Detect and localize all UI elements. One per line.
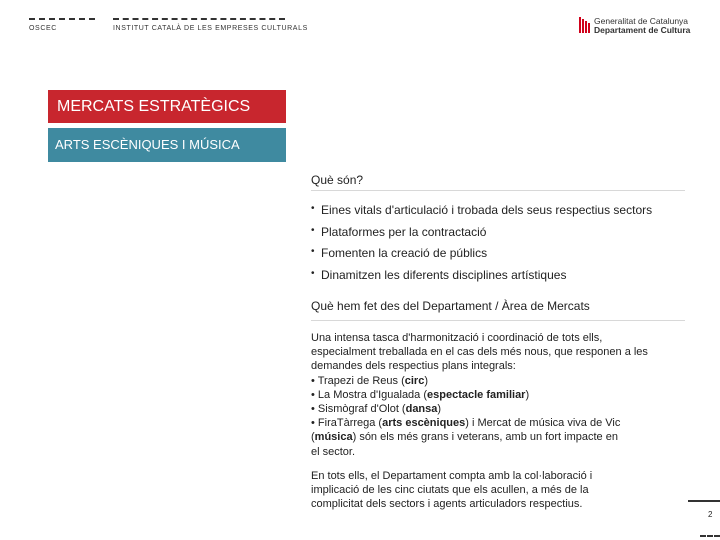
subtitle-banner: ARTS ESCÈNIQUES I MÚSICA xyxy=(48,128,286,162)
list-item: • Plataformes per la contractació xyxy=(311,222,691,244)
footer-dash-rule xyxy=(700,535,720,537)
section-divider-2 xyxy=(311,320,685,321)
paragraph-coordination: Una intensa tasca d'harmonització i coordinació de tots ells, especialment treballada en el cas dels més nous, que responen a les demandes dels respectius plans integrals: • Trapezi de Reus (circ) • La Mostra d'Igualada (espectacle familiar) • Sismògraf d'Olot (dansa) • FiraTàrrega (arts escèniques) i Mercat de música viva de Vic (música) són els més grans i veterans, amb un fort impacte en el sector. xyxy=(311,331,687,459)
section-heading-what: Què són? xyxy=(311,173,364,187)
page-number: 2 xyxy=(708,510,713,519)
senyera-mark-icon xyxy=(579,17,590,33)
header-left-rule xyxy=(29,18,95,20)
market-item-vic: (música) són els més grans i veterans, amb un fort impacte en xyxy=(311,431,618,444)
bullet-icon: • xyxy=(311,203,315,214)
institute-name: INSTITUT CATALÀ DE LES EMPRESES CULTURALS xyxy=(113,25,308,32)
market-item-igualada: • La Mostra d'Igualada (espectacle familiar) xyxy=(311,388,530,401)
section-divider-1 xyxy=(311,190,685,191)
header-left-label: OSCEC xyxy=(29,25,57,32)
title-banner: MERCATS ESTRATÈGICS xyxy=(48,90,286,123)
header-center-rule xyxy=(113,18,285,20)
bullet-icon: • xyxy=(311,246,315,257)
paragraph-collaboration: En tots ells, el Departament compta amb la col·laboració i implicació de les cinc ciutats que els acullen, a més de la complicitat dels sectors i agents articuladors respectius. xyxy=(311,470,593,511)
section-heading-done: Què hem fet des del Departament / Àrea de Mercats xyxy=(311,299,590,313)
market-item-reus: • Trapezi de Reus (circ) xyxy=(311,374,428,387)
page-number-bar xyxy=(688,500,720,502)
logo-line-2: Departament de Cultura xyxy=(594,25,691,35)
logo-line-1: Generalitat de Catalunya xyxy=(594,16,689,26)
list-item: • Dinamitzen les diferents disciplines artístiques xyxy=(311,265,691,287)
market-item-olot: • Sismògraf d'Olot (dansa) xyxy=(311,403,442,416)
feature-list xyxy=(311,200,691,286)
generalitat-logo xyxy=(579,17,690,35)
list-item: • Fomenten la creació de públics xyxy=(311,243,691,265)
bullet-icon: • xyxy=(311,224,315,236)
market-item-tarrega: • FiraTàrrega (arts escèniques) i Mercat de música viva de Vic xyxy=(311,417,621,430)
list-item: • Eines vitals d'articulació i trobada dels seus respectius sectors xyxy=(311,200,691,222)
bullet-icon: • xyxy=(311,267,315,279)
